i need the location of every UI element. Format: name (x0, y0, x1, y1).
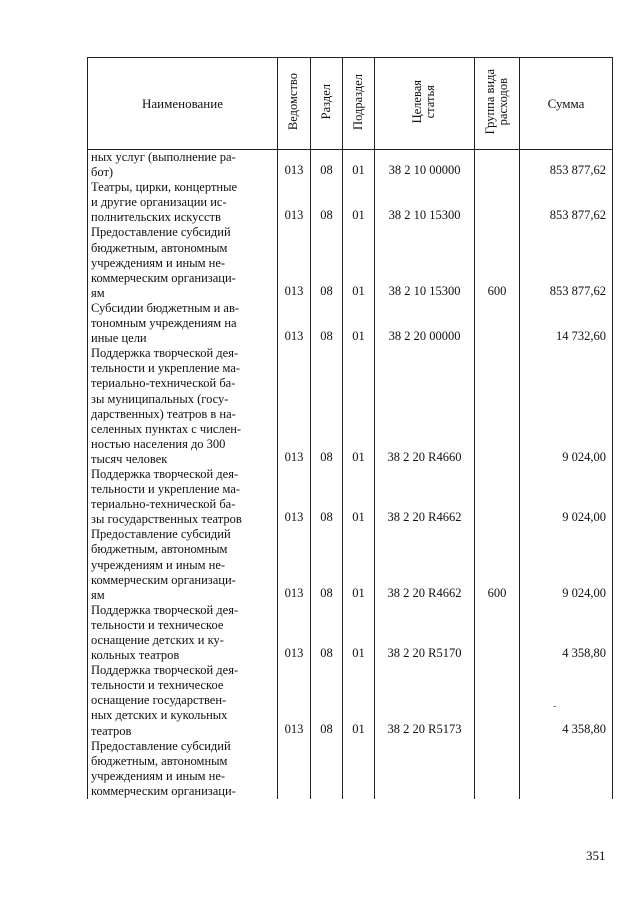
row-name-line: ностью населения до 300 (91, 436, 226, 451)
section-cell: 08 (311, 346, 343, 467)
row-name-line: дарственных) театров в на- (91, 406, 236, 421)
row-name-line: коммерческим организаци- (91, 572, 236, 587)
row-name-line: бюджетным, автономным (91, 753, 228, 768)
expense-group-cell (475, 346, 520, 467)
row-name-line: кольных театров (91, 648, 180, 663)
header-subsection (343, 58, 375, 150)
header-subsection-label: Подраздел (350, 73, 365, 130)
row-name-line: Поддержка творческой дея- (91, 466, 239, 481)
row-name-line: ям (91, 587, 105, 602)
subsection-cell: 01 (343, 180, 375, 225)
section-cell: 08 (311, 527, 343, 602)
section-cell: 08 (311, 663, 343, 738)
section-cell (311, 739, 343, 799)
row-name-cell (88, 180, 278, 225)
row-name-cell (88, 603, 278, 663)
row-name-line: териально-технической ба- (91, 376, 236, 391)
table-row (88, 346, 613, 467)
section-cell: 08 (311, 180, 343, 225)
target-article-cell: 38 2 20 R5173 (375, 663, 475, 738)
stray-mark: - (553, 701, 557, 712)
amount-cell: 9 024,00 (520, 467, 613, 527)
row-name-line: бюджетным, автономным (91, 240, 228, 255)
row-name-cell (88, 346, 278, 467)
row-name-line: полнительских искусств (91, 210, 221, 225)
row-name-line: учреждениям и иным не- (91, 768, 226, 783)
target-article-cell (375, 739, 475, 799)
page-number: 351 (586, 848, 606, 863)
expense-group-cell: 600 (475, 527, 520, 602)
amount-cell: 9 024,00 (520, 346, 613, 467)
amount-cell: 4 358,80 (520, 663, 613, 738)
header-department (278, 58, 311, 150)
header-target-article-label: Целевая статья (410, 79, 438, 124)
subsection-cell: 01 (343, 225, 375, 300)
row-name-line: селенных пунктах с числен- (91, 421, 242, 436)
row-name-line: тельности и укрепление ма- (91, 482, 241, 497)
amount-cell: 853 877,62 (520, 150, 613, 181)
subsection-cell: 01 (343, 301, 375, 346)
row-name-line: учреждениям и иным не- (91, 557, 226, 572)
row-name-line: коммерческим организаци- (91, 270, 236, 285)
amount-cell: 853 877,62 (520, 180, 613, 225)
row-name-line: териально-технической ба- (91, 497, 236, 512)
department-cell: 013 (278, 150, 311, 181)
row-name-line: иные цели (91, 331, 147, 346)
expense-group-cell (475, 150, 520, 181)
table-row (88, 663, 613, 738)
row-name-cell (88, 301, 278, 346)
row-name-line: Предоставление субсидий (91, 527, 231, 542)
row-name-line: тысяч человек (91, 451, 168, 466)
header-amount: Сумма (520, 58, 613, 150)
section-cell: 08 (311, 603, 343, 663)
row-name-line: бюджетным, автономным (91, 542, 228, 557)
subsection-cell: 01 (343, 150, 375, 181)
row-name-line: оснащение государствен- (91, 693, 227, 708)
amount-cell: 9 024,00 (520, 527, 613, 602)
row-name-line: зы муниципальных (госу- (91, 391, 229, 406)
row-name-cell (88, 225, 278, 300)
department-cell: 013 (278, 346, 311, 467)
target-article-cell: 38 2 20 R4662 (375, 467, 475, 527)
table-row (88, 225, 613, 300)
row-name-line: Субсидии бюджетным и ав- (91, 300, 240, 315)
row-name-line: ных услуг (выполнение ра- (91, 150, 236, 164)
row-name-line: театров (91, 723, 132, 738)
row-name-cell (88, 467, 278, 527)
row-name-line: Поддержка творческой дея- (91, 602, 239, 617)
target-article-cell: 38 2 10 15300 (375, 180, 475, 225)
section-cell: 08 (311, 225, 343, 300)
table-header-row (88, 58, 613, 150)
expense-group-cell: 600 (475, 225, 520, 300)
amount-cell: 14 732,60 (520, 301, 613, 346)
row-name-line: Поддержка творческой дея- (91, 663, 239, 678)
subsection-cell: 01 (343, 603, 375, 663)
department-cell: 013 (278, 663, 311, 738)
target-article-cell: 38 2 20 00000 (375, 301, 475, 346)
section-cell: 08 (311, 301, 343, 346)
row-name-line: ных детских и кукольных (91, 708, 228, 723)
row-name-cell (88, 663, 278, 738)
amount-cell: 4 358,80 (520, 603, 613, 663)
row-name-line: Поддержка творческой дея- (91, 346, 239, 361)
department-cell: 013 (278, 225, 311, 300)
row-name-line: Театры, цирки, концертные (91, 180, 238, 195)
header-department-label: Ведомство (286, 72, 301, 131)
expense-group-cell (475, 467, 520, 527)
table-row (88, 301, 613, 346)
row-name-line: учреждениям и иным не- (91, 255, 226, 270)
target-article-cell: 38 2 10 00000 (375, 150, 475, 181)
subsection-cell (343, 739, 375, 799)
row-name-cell (88, 150, 278, 181)
target-article-cell: 38 2 10 15300 (375, 225, 475, 300)
section-cell: 08 (311, 467, 343, 527)
target-article-cell: 38 2 20 R4660 (375, 346, 475, 467)
department-cell: 013 (278, 301, 311, 346)
department-cell: 013 (278, 527, 311, 602)
row-name-cell (88, 739, 278, 799)
amount-cell: 853 877,62 (520, 225, 613, 300)
budget-table (87, 57, 613, 799)
amount-cell (520, 739, 613, 799)
expense-group-cell (475, 180, 520, 225)
target-article-cell: 38 2 20 R5170 (375, 603, 475, 663)
header-section-label: Раздел (318, 83, 333, 120)
row-name-line: тономным учреждениям на (91, 316, 237, 331)
department-cell: 013 (278, 467, 311, 527)
subsection-cell: 01 (343, 467, 375, 527)
row-name-line: Предоставление субсидий (91, 225, 231, 240)
row-name-line: оснащение детских и ку- (91, 633, 224, 647)
table-row (88, 180, 613, 225)
row-name-line: тельности и техническое (91, 617, 224, 632)
table-row (88, 739, 613, 799)
department-cell: 013 (278, 603, 311, 663)
target-article-cell: 38 2 20 R4662 (375, 527, 475, 602)
header-name: Наименование (88, 58, 278, 150)
row-name-line: и другие организации ис- (91, 195, 227, 210)
department-cell (278, 739, 311, 799)
subsection-cell: 01 (343, 663, 375, 738)
expense-group-cell (475, 301, 520, 346)
table-body (88, 150, 613, 800)
row-name-line: тельности и техническое (91, 678, 224, 693)
row-name-line: зы государственных театров (91, 512, 242, 527)
subsection-cell: 01 (343, 346, 375, 467)
expense-group-cell (475, 739, 520, 799)
header-expense-group (475, 58, 520, 150)
header-section (311, 58, 343, 150)
subsection-cell: 01 (343, 527, 375, 602)
table-row (88, 150, 613, 181)
row-name-line: коммерческим организаци- (91, 783, 236, 798)
section-cell: 08 (311, 150, 343, 181)
row-name-line: Предоставление субсидий (91, 738, 231, 753)
table-row (88, 467, 613, 527)
row-name-line: ям (91, 285, 105, 300)
row-name-line: бот) (91, 165, 114, 180)
table-row (88, 603, 613, 663)
row-name-line: тельности и укрепление ма- (91, 361, 241, 376)
header-expense-group-label: Группа вида расходов (482, 68, 510, 135)
table-row (88, 527, 613, 602)
department-cell: 013 (278, 180, 311, 225)
header-target-article (375, 58, 475, 150)
expense-group-cell (475, 603, 520, 663)
expense-group-cell (475, 663, 520, 738)
row-name-cell (88, 527, 278, 602)
